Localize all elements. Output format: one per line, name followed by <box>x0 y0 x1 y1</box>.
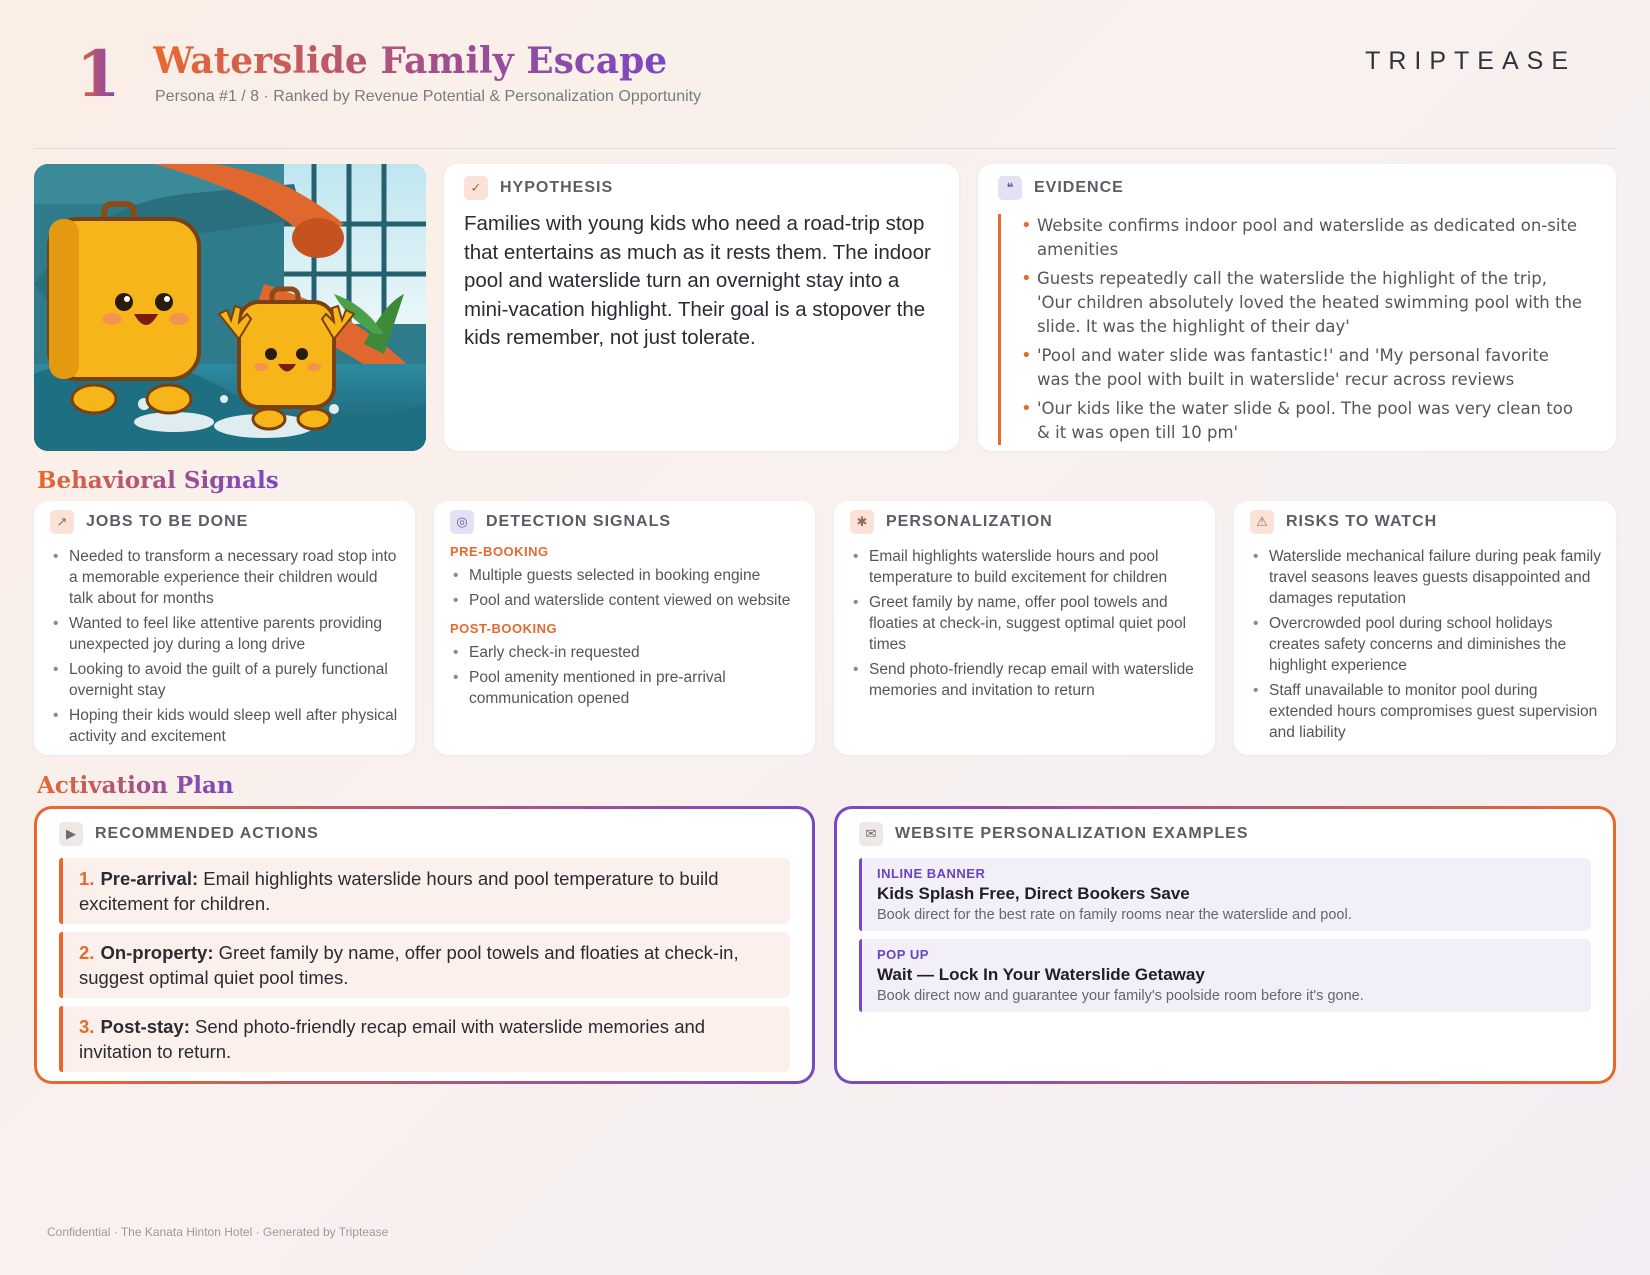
evidence-item: • Website confirms indoor pool and waterslide as dedicated on-site amenities <box>1021 214 1586 262</box>
personalization-card <box>834 501 1215 755</box>
evidence-list <box>998 214 1586 445</box>
envelope-icon: ✉ <box>859 822 883 846</box>
example-body: Book direct now and guarantee your family's poolside room before it's gone. <box>877 988 1364 1004</box>
action-text: Greet family by name, offer pool towels and floaties at check-in, suggest optimal quiet pool times. <box>79 942 739 988</box>
pre-booking-label: PRE-BOOKING <box>450 544 549 559</box>
example-type: INLINE BANNER <box>877 866 986 881</box>
list-item: • Overcrowded pool during school holidays creates safety concerns and diminishes the highlight experience <box>1250 613 1604 676</box>
action-number: 2. <box>79 942 95 963</box>
hypothesis-card <box>444 164 959 451</box>
personalization-label: PERSONALIZATION <box>886 513 1053 530</box>
example-body: Book direct for the best rate on family rooms near the waterslide and pool. <box>877 907 1352 923</box>
evidence-item: • Guests repeatedly call the waterslide the highlight of the trip, 'Our children absolutely loved the heated swimming pool with the slide. It was the highlight of their day' <box>1021 267 1586 339</box>
header-divider <box>34 148 1616 149</box>
action-title: Pre-arrival: <box>100 868 199 889</box>
action-title: Post-stay: <box>100 1016 190 1037</box>
risks-card <box>1234 501 1616 755</box>
page-subtitle: Persona #1 / 8 · Ranked by Revenue Potential & Personalization Opportunity <box>155 88 702 105</box>
action-item <box>59 932 790 998</box>
evidence-card <box>978 164 1616 451</box>
list-item: • Pool amenity mentioned in pre-arrival communication opened <box>450 667 801 709</box>
example-popup <box>859 939 1591 1012</box>
activation-section-title: Activation Plan <box>37 772 234 799</box>
page-header <box>0 0 1650 150</box>
post-booking-label: POST-BOOKING <box>450 621 558 636</box>
detection-label: DETECTION SIGNALS <box>486 513 672 530</box>
check-icon: ✓ <box>464 176 488 200</box>
actions-label: RECOMMENDED ACTIONS <box>95 825 319 842</box>
list-item: • Greet family by name, offer pool towels and floaties at check-in, suggest optimal quiet pool times <box>850 592 1201 655</box>
hypothesis-label: HYPOTHESIS <box>500 179 614 196</box>
example-inline-banner <box>859 858 1591 931</box>
list-item: • Looking to avoid the guilt of a purely functional overnight stay <box>50 659 401 701</box>
example-headline: Kids Splash Free, Direct Bookers Save <box>877 884 1190 903</box>
target-icon: ◎ <box>450 510 474 534</box>
action-number: 3. <box>79 1016 95 1037</box>
risks-list <box>1250 546 1604 743</box>
detection-card <box>434 501 815 755</box>
risks-label: RISKS TO WATCH <box>1286 513 1438 530</box>
list-item: • Needed to transform a necessary road stop into a memorable experience their children would talk about for months <box>50 546 401 609</box>
action-title: On-property: <box>100 942 214 963</box>
evidence-item: • 'Our kids like the water slide & pool. The pool was very clean too & it was open till 10 pm' <box>1021 397 1586 445</box>
action-text: Email highlights waterslide hours and pool temperature to build excitement for children. <box>79 868 719 914</box>
hypothesis-text: Families with young kids who need a road-trip stop that entertains as much as it rests them. The indoor pool and waterslide turn an overnight stay into a mini-vacation highlight. Their goal is a stopover the kids remember, not just tolerate. <box>464 212 931 349</box>
jobs-list <box>50 546 401 747</box>
post-booking-list <box>450 642 801 709</box>
list-item: • Early check-in requested <box>450 642 801 663</box>
action-number: 1. <box>79 868 95 889</box>
arrow-up-right-icon: ↗ <box>50 510 74 534</box>
list-item: • Wanted to feel like attentive parents providing unexpected joy during a long drive <box>50 613 401 655</box>
sparkle-icon: ✱ <box>850 510 874 534</box>
quote-icon: ❝ <box>998 176 1022 200</box>
jobs-label: JOBS TO BE DONE <box>86 513 249 530</box>
page-title: Waterslide Family Escape <box>153 40 668 82</box>
persona-number: 1 <box>76 37 121 112</box>
footer-text: Confidential · The Kanata Hinton Hotel · Generated by Triptease <box>47 1225 389 1239</box>
list-item: • Waterslide mechanical failure during peak family travel seasons leaves guests disappointed and damages reputation <box>1250 546 1604 609</box>
list-item: • Pool and waterslide content viewed on website <box>450 590 801 611</box>
personalization-list <box>850 546 1201 701</box>
example-type: POP UP <box>877 947 929 962</box>
list-item: • Hoping their kids would sleep well after physical activity and excitement <box>50 705 401 747</box>
jobs-card <box>34 501 415 755</box>
list-item: • Multiple guests selected in booking engine <box>450 565 801 586</box>
action-item <box>59 1006 790 1072</box>
brand-logo: TRIPTEASE <box>1365 47 1576 75</box>
action-text: Send photo-friendly recap email with waterslide memories and invitation to return. <box>79 1016 706 1062</box>
recommended-actions-card <box>34 806 815 1084</box>
persona-illustration <box>34 164 426 451</box>
action-item <box>59 858 790 924</box>
pre-booking-list <box>450 565 801 611</box>
list-item: • Send photo-friendly recap email with waterslide memories and invitation to return <box>850 659 1201 701</box>
website-examples-card <box>834 806 1616 1084</box>
list-item: • Email highlights waterslide hours and pool temperature to build excitement for children <box>850 546 1201 588</box>
play-icon: ▶ <box>59 822 83 846</box>
evidence-item: • 'Pool and water slide was fantastic!' and 'My personal favorite was the pool with built in waterslide' recur across reviews <box>1021 344 1586 392</box>
examples-label: WEBSITE PERSONALIZATION EXAMPLES <box>895 825 1249 842</box>
evidence-label: EVIDENCE <box>1034 179 1124 196</box>
behavioral-section-title: Behavioral Signals <box>37 467 279 494</box>
list-item: • Staff unavailable to monitor pool during extended hours compromises guest supervision and liability <box>1250 680 1604 743</box>
example-headline: Wait — Lock In Your Waterslide Getaway <box>877 965 1205 984</box>
warning-icon: ⚠ <box>1250 510 1274 534</box>
